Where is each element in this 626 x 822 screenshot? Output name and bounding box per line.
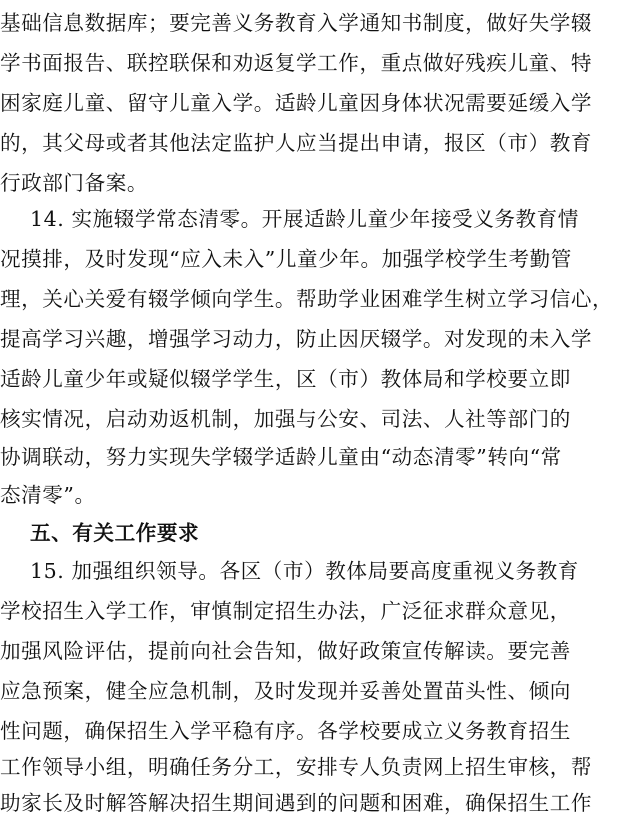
- text-line: 行政部门备案。: [0, 171, 149, 195]
- text-line: 学校招生入学工作，审慎制定招生办法，广泛征求群众意见，: [0, 599, 571, 623]
- text-line: 应急预案，健全应急机制，及时发现并妥善处置苗头性、倾向: [0, 679, 571, 703]
- text-line: 的，其父母或者其他法定监护人应当提出申请，报区（市）教育: [0, 131, 593, 155]
- text-line: 态清零”。: [0, 483, 96, 507]
- text-line: 性问题，确保招生入学平稳有序。各学校要成立义务教育招生: [0, 719, 571, 743]
- text-line: 核实情况，启动劝返机制，加强与公安、司法、人社等部门的: [0, 407, 571, 431]
- paragraph-14-first-line: 14. 实施辍学常态清零。开展适龄儿童少年接受义务教育情: [30, 207, 579, 231]
- text-line: 困家庭儿童、留守儿童入学。适龄儿童因身体状况需要延缓入学: [0, 91, 593, 115]
- text-line: 加强风险评估，提前向社会告知，做好政策宣传解读。要完善: [0, 639, 571, 663]
- text-line: 学书面报告、联控联保和劝返复学工作，重点做好残疾儿童、特: [0, 51, 593, 75]
- text-line: 工作领导小组，明确任务分工，安排专人负责网上招生审核，帮: [0, 755, 593, 779]
- section-heading: 五、有关工作要求: [30, 521, 200, 545]
- text-line: 基础信息数据库；要完善义务教育入学通知书制度，做好失学辍: [0, 11, 593, 35]
- text-line: 协调联动，努力实现失学辍学适龄儿童由“动态清零”转向“常: [0, 445, 562, 469]
- text-line: 助家长及时解答解决招生期间遇到的问题和困难，确保招生工作: [0, 791, 593, 815]
- text-line: 适龄儿童少年或疑似辍学学生，区（市）教体局和学校要立即: [0, 367, 571, 391]
- paragraph-15-first-line: 15. 加强组织领导。各区（市）教体局要高度重视义务教育: [30, 559, 579, 583]
- text-line: 理，关心关爱有辍学倾向学生。帮助学业困难学生树立学习信心，: [0, 287, 614, 311]
- text-line: 况摸排，及时发现“应入未入”儿童少年。加强学校学生考勤管: [0, 247, 572, 271]
- text-line: 提高学习兴趣，增强学习动力，防止因厌辍学。对发现的未入学: [0, 327, 593, 351]
